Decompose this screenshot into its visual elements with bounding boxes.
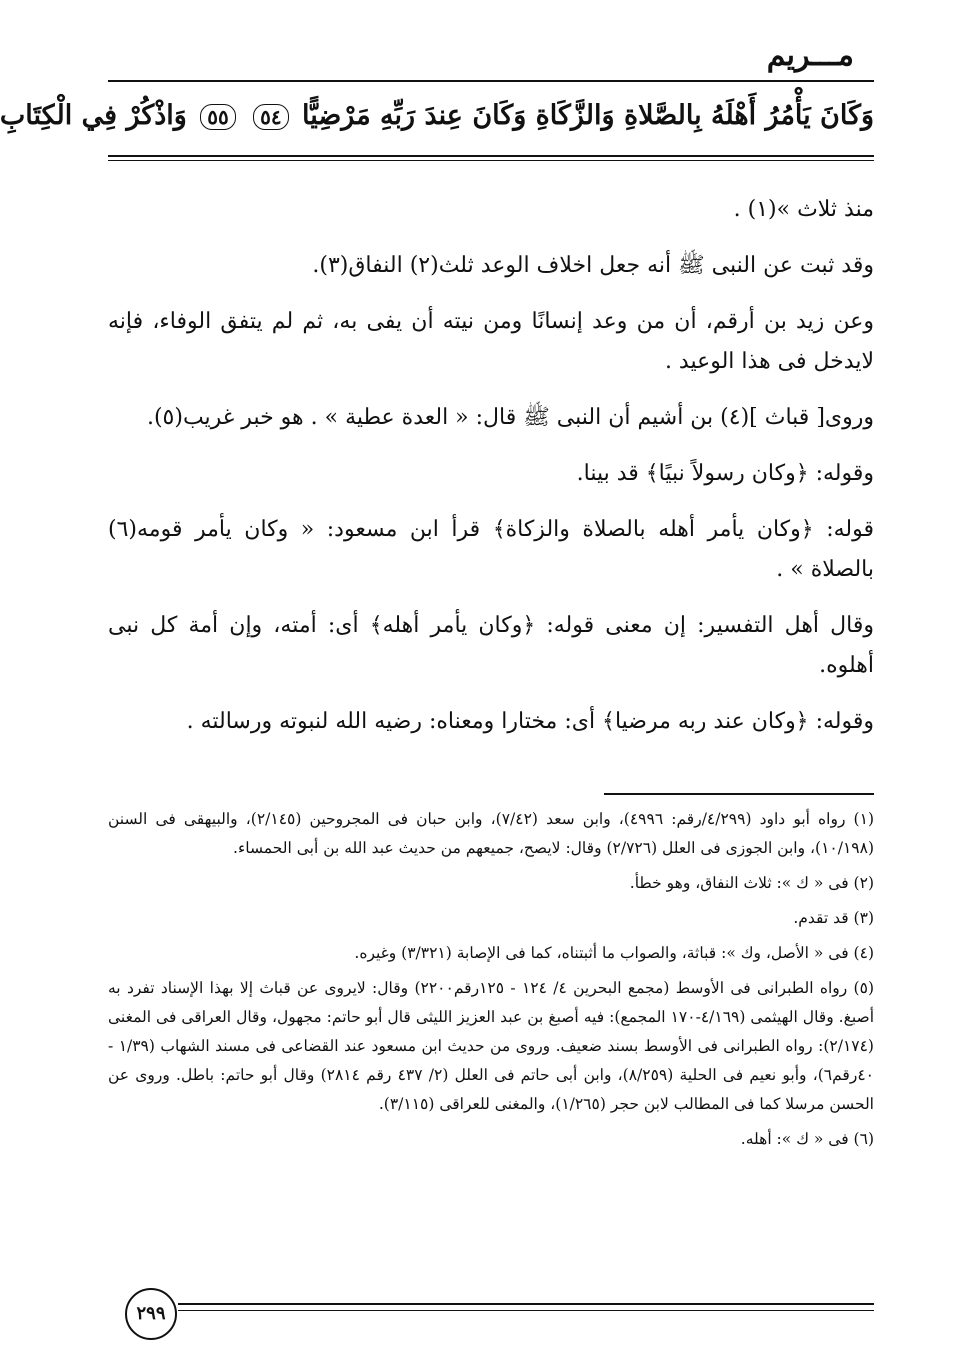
footnote: (٦) فى « ك »: أهله. bbox=[740, 1130, 874, 1148]
ayah-number-54: ٥٤ bbox=[253, 104, 288, 130]
footer-rule bbox=[178, 1303, 874, 1305]
surah-title: مـــريم bbox=[766, 38, 854, 73]
ayah-number-55: ٥٥ bbox=[200, 104, 235, 130]
body-paragraph: وقوله: ﴿وكان رسولاً نبيًا﴾ قد بينا. bbox=[576, 461, 874, 486]
header-rule-bottom bbox=[108, 155, 874, 157]
footnote: (٤) فى « الأصل، وك »: قباثة، والصواب ما أثبتناه، كما فى الإصابة (٣/٣٢١) وغيره. bbox=[354, 944, 874, 962]
body-paragraph: وروى[ قباث ](٤) بن أشيم أن النبى ﷺ قال: « العدة عطية » . هو خبر غريب(٥). bbox=[146, 405, 874, 430]
header-rule-bottom-thin bbox=[108, 160, 874, 161]
verse-text-part-2: وَاذْكُرْ فِي الْكِتَابِ bbox=[0, 100, 187, 131]
footnote: (٥) رواه الطبرانى فى الأوسط (مجمع البحرين ٤/ ١٢٤ - ١٢٥رقم٢٢٠٠) وقال: لايروى عن قباث إلا بهذا الإسناد تفرد به أصبغ. وقال الهيثمى (٤/١٦٩-١٧٠ المجمع): فيه أصبغ بن عبد العزيز الليثى قال أبو حاتم: مجهول، وقال العراقى فى المغنى (٢/١٧٤): رواه الطبرانى فى الأوسط بسند ضعيف. وروى من حديث ابن مسعود عند القضاعى فى مسند الشهاب (١/٣٩ - ٤٠رقم٦)، وأبو نعيم فى الحلية (٨/٢٥٩)، وابن أبى حاتم فى العلل (٢/ ٤٣٧ رقم ٢٨١٤) وقال أبو حاتم: باطل. وروى عن الحسن مرسلا كما فى المطالب لابن حجر (١/٢٦٥)، والمغنى للعراقى (٣/١١٥). bbox=[108, 979, 874, 1113]
body-paragraph: وقوله: ﴿وكان عند ربه مرضيا﴾ أى: مختارا ومعناه: رضيه الله لنبوته ورسالته . bbox=[186, 709, 874, 734]
footnote: (٢) فى « ك »: ثلاث النفاق، وهو خطأ. bbox=[629, 874, 874, 892]
footnote-separator bbox=[604, 793, 874, 795]
body-paragraph: منذ ثلاث »(١) . bbox=[733, 197, 874, 222]
quran-verse-header bbox=[0, 100, 874, 131]
body-paragraph: وعن زيد بن أرقم، أن من وعد إنسانًا ومن نيته أن يفى به، ثم لم يتفق الوفاء، فإنه لايدخل فى هذا الوعيد . bbox=[108, 309, 874, 374]
footnotes bbox=[108, 805, 874, 1160]
commentary-body bbox=[108, 190, 874, 758]
footnote: (٣) قد تقدم. bbox=[793, 909, 874, 927]
verse-text-part-1: وَكَانَ يَأْمُرُ أَهْلَهُ بِالصَّلاةِ وَالزَّكَاةِ وَكَانَ عِندَ رَبِّهِ مَرْضِيًّا bbox=[302, 100, 874, 131]
body-paragraph: وقد ثبت عن النبى ﷺ أنه جعل اخلاف الوعد ثلث(٢) النفاق(٣). bbox=[312, 253, 874, 278]
footnote: (١) رواه أبو داود (٤/٢٩٩/رقم: ٤٩٩٦)، وابن سعد (٧/٤٢)، وابن حبان فى المجروحين (٢/١٤٥)، والبيهقى فى السنن (١٠/١٩٨)، وابن الجوزى فى العلل (٢/٧٢٦) وقال: لايصح، جميعهم من حديث عبد الله بن أبى الحمساء. bbox=[108, 810, 874, 857]
header-rule-top bbox=[108, 80, 874, 82]
footer-rule-thin bbox=[178, 1310, 874, 1311]
body-paragraph: وقال أهل التفسير: إن معنى قوله: ﴿وكان يأمر أهله﴾ أى: أمته، وإن أمة كل نبى أهلوه. bbox=[108, 613, 874, 678]
body-paragraph: قوله: ﴿وكان يأمر أهله بالصلاة والزكاة﴾ قرأ ابن مسعود: « وكان يأمر قومه(٦) بالصلاة » . bbox=[108, 517, 874, 582]
page-number: ٢٩٩ bbox=[125, 1288, 177, 1340]
